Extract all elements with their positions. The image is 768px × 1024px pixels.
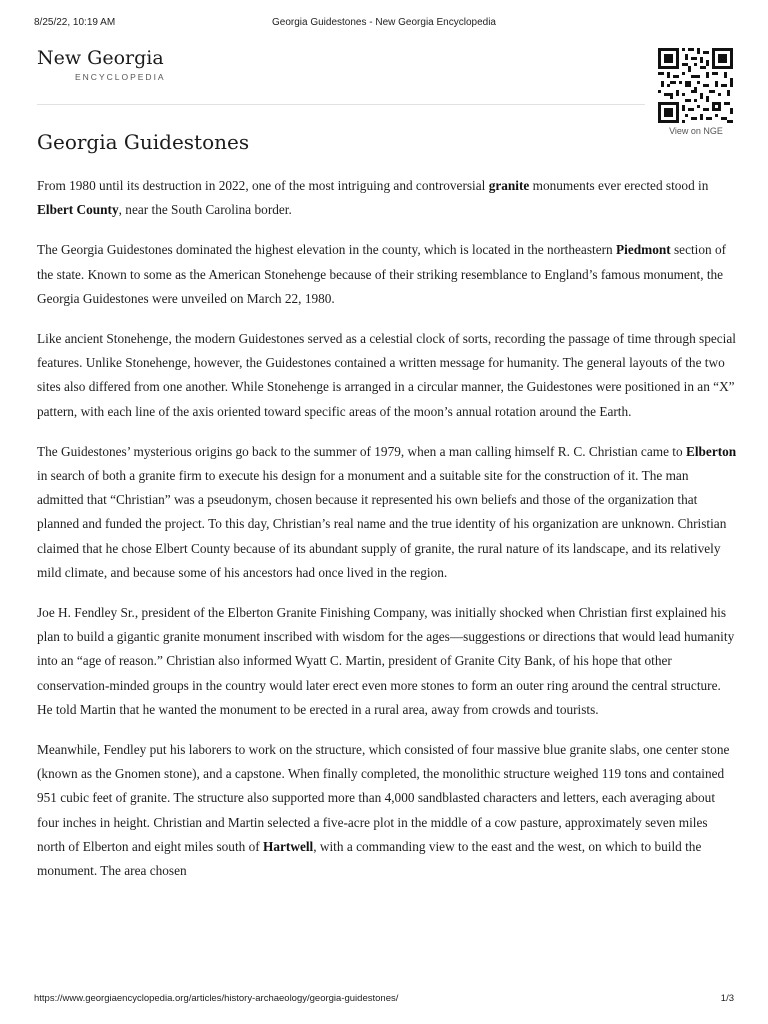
paragraph-3: Like ancient Stonehenge, the modern Guidestones served as a celestial clock of sorts, recording the passage of time through special features. Unlike Stonehenge, however, the Guidestones contained a written message for humanity. The general layouts of the two sites also differed from one another. While Stonehenge is arranged in a circular manner, the Guidestones were positioned in an “X” pattern, with each line of the axis oriented toward specific areas of the moon’s annual rotation around the Earth.	[37, 331, 736, 419]
paragraph-text: , with a commanding view to the east and the west, on which to build the monument. The area chosen	[37, 838, 702, 879]
paragraph-4	[37, 440, 737, 585]
link-elbert-county[interactable]: Elbert County	[37, 202, 119, 218]
print-page-number: 1/3	[720, 993, 734, 1004]
article-body	[37, 174, 737, 899]
print-page-title: Georgia Guidestones - New Georgia Encyclopedia	[271, 17, 496, 28]
paragraph-text: Meanwhile, Fendley put his laborers to work on the structure, which consisted of four massive blue granite slabs, one center stone (known as the Gnomen stone), and a capstone. When finally completed, the monolithic structure weighed 119 tons and contained 951 cubic feet of granite. The structure also supported more than 4,000 sandblasted characters and letters, each averaging about four inches in height. Christian and Martin selected a five-acre plot in the middle of a cow pasture, approximately seven miles north of Elberton and eight miles south of	[37, 742, 730, 854]
paragraph-text: , near the South Carolina border.	[118, 202, 292, 218]
site-logo-title[interactable]: New Georgia	[37, 47, 164, 69]
site-logo-subtitle: ENCYCLOPEDIA	[75, 72, 166, 82]
paragraph-text: section of the state. Known to some as the American Stonehenge because of their striking resemblance to England’s famous monument, the Georgia Guidestones were unveiled on March 22, 1980.	[37, 242, 727, 306]
link-piedmont[interactable]: Piedmont	[616, 242, 671, 258]
link-granite[interactable]: granite	[488, 178, 530, 193]
paragraph-text: The Georgia Guidestones dominated the highest elevation in the county, which is located in the northeastern	[37, 242, 616, 258]
paragraph-1	[37, 174, 737, 222]
link-hartwell[interactable]: Hartwell	[263, 838, 314, 854]
view-on-nge-link[interactable]: View on NGE	[669, 126, 723, 136]
qr-code-icon[interactable]	[658, 48, 733, 123]
paragraph-text: From 1980 until its destruction in 2022, one of the most intriguing and controversial	[37, 178, 489, 193]
paragraph-5: Joe H. Fendley Sr., president of the Elberton Granite Finishing Company, was initially shocked when Christian first explained his plan to build a gigantic granite monument inscribed with wisdom for the ages—suggestions or directions that would lead humanity into an “age of reason.” Christian also informed Wyatt C. Martin, president of Granite City Bank, of his hope that other conservation-minded groups in the country would later erect even more stones to form an outer ring around the central structure. He told Martin that he wanted the monument to be erected in a rural area, away from crowds and tourists.	[37, 605, 735, 717]
link-elberton[interactable]: Elberton	[685, 443, 737, 459]
paragraph-2	[37, 238, 737, 311]
paragraph-text: monuments ever erected stood in	[529, 178, 709, 193]
paragraph-text: The Guidestones’ mysterious origins go back to the summer of 1979, when a man calling himself R. C. Christian came to	[37, 443, 686, 459]
print-datetime: 8/25/22, 10:19 AM	[34, 17, 116, 28]
article-title: Georgia Guidestones	[37, 130, 250, 154]
print-url: https://www.georgiaencyclopedia.org/articles/history-archaeology/georgia-guidestones/	[34, 993, 399, 1004]
header-divider	[37, 104, 645, 105]
paragraph-text: in search of both a granite firm to execute his design for a monument and a suitable site for the construction of it. The man admitted that “Christian” was a pseudonym, chosen because it represented his own beliefs and those of the organization that planned and funded the project. To this day, Christian’s real name and the true identity of his organization are unknown. Christian claimed that he chose Elbert County because of its abundant supply of granite, the rural nature of its landscape, and its relatively mild climate, and because some of his ancestors had once lived in the region.	[37, 468, 727, 580]
paragraph-6	[37, 738, 737, 883]
